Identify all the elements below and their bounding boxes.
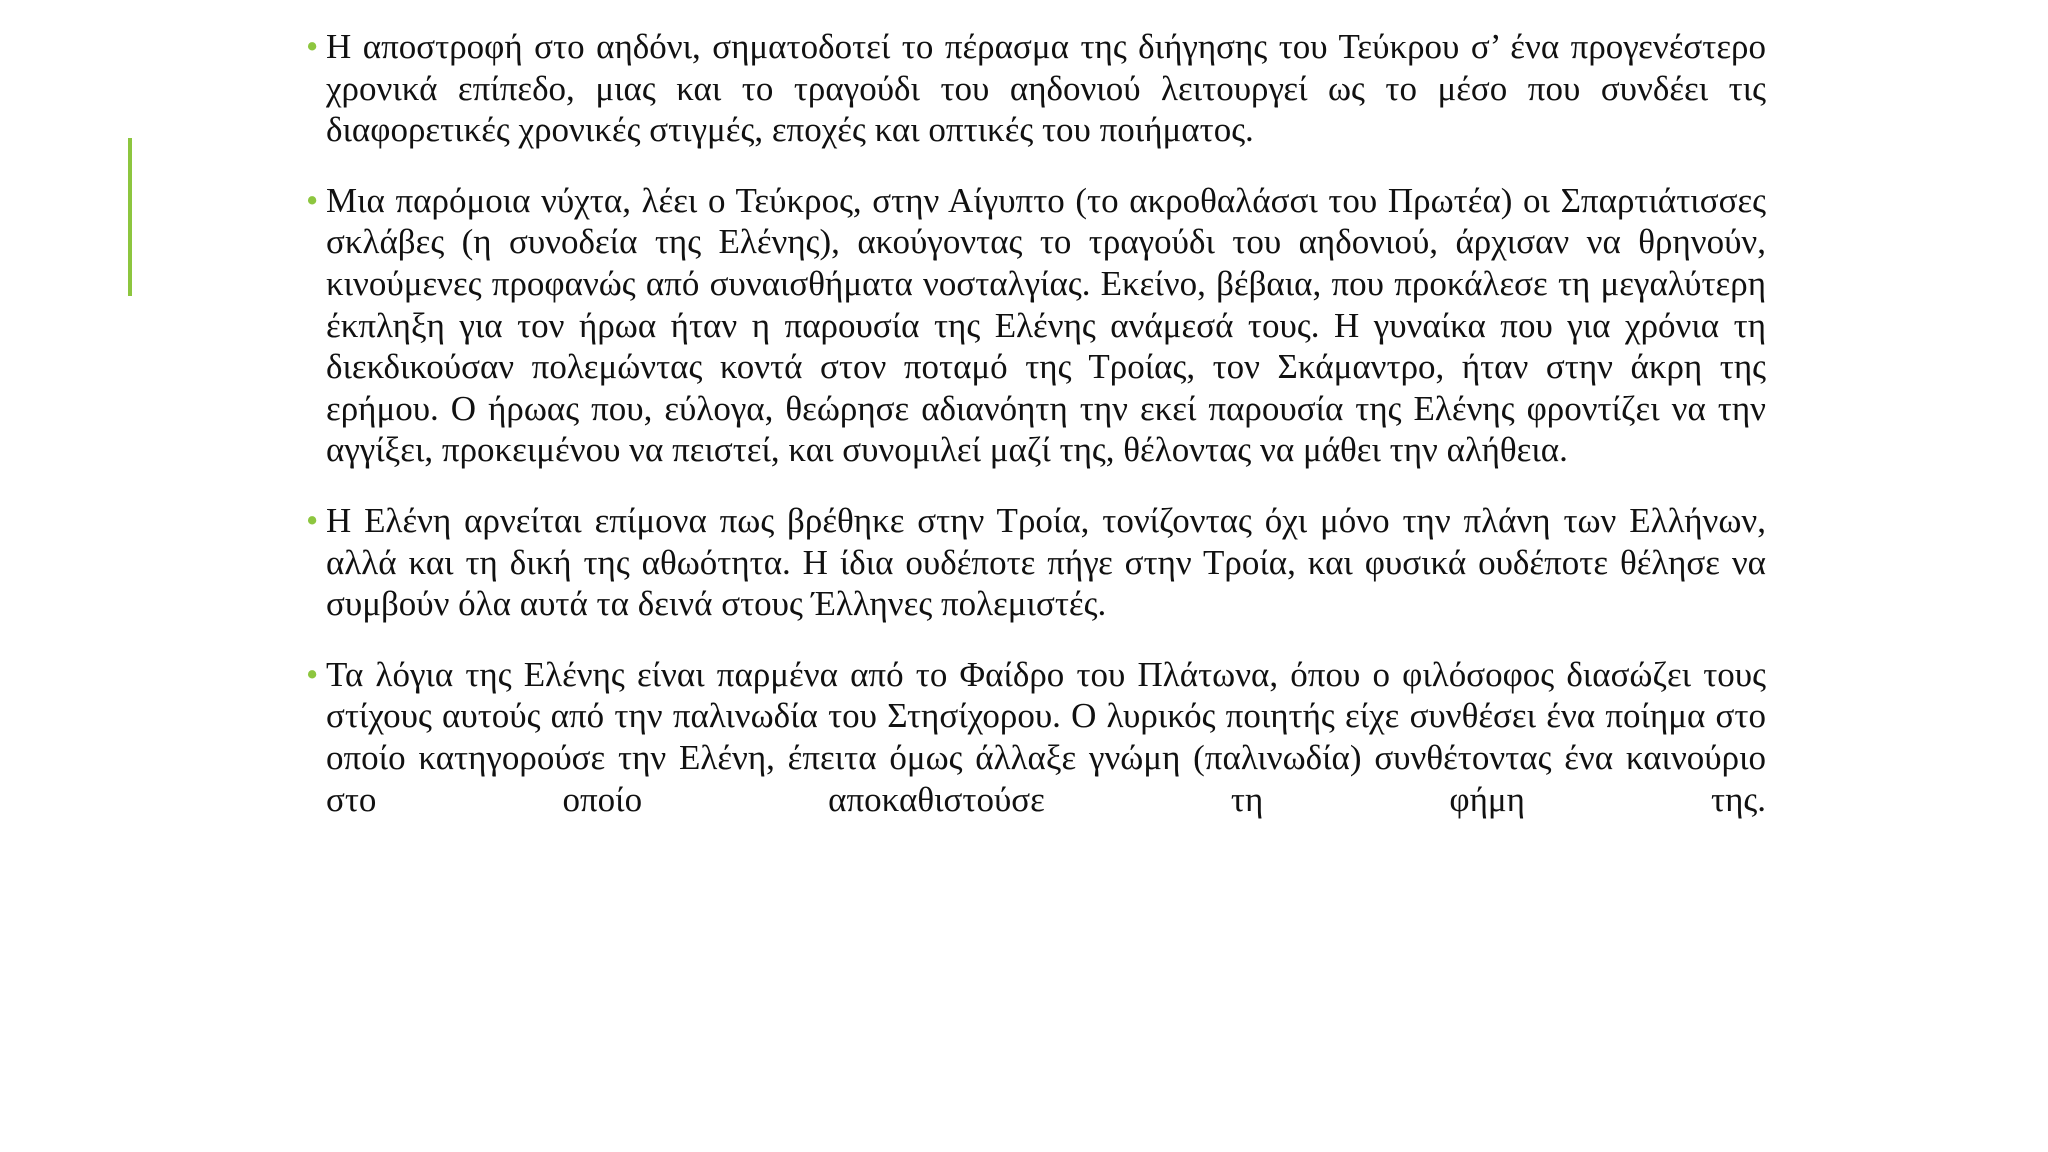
bullet-paragraph-2	[306, 180, 1766, 471]
bullet-paragraph-4	[306, 654, 1766, 820]
bullet-list	[306, 26, 1766, 849]
paragraph-text: Τα λόγια της Ελένης είναι παρμένα από το Φαίδρο του Πλάτωνα, όπου ο φιλόσοφος διασώζει τους στίχους αυτούς από την παλινωδία του Στησίχορου. Ο λυρικός ποιητής είχε συνθέσει ένα ποίημα στο οποίο κατηγορούσε την Ελένη, έπειτα όμως άλλαξε γνώμη (παλινωδία) συνθέτοντας ένα καινούριο στο οποίο αποκαθιστούσε τη φήμη της.	[326, 654, 1766, 819]
bullet-paragraph-3	[306, 500, 1766, 625]
bullet-icon: •	[306, 654, 319, 694]
paragraph-text: Μια παρόμοια νύχτα, λέει ο Τεύκρος, στην Αίγυπτο (το ακροθαλάσσι του Πρωτέα) οι Σπαρτιάτισσες σκλάβες (η συνοδεία της Ελένης), ακούγοντας το τραγούδι του αηδονιού, άρχισαν να θρηνούν, κινούμενες προφανώς από συναισθήματα νοσταλγίας. Εκείνο, βέβαια, που προκάλεσε τη μεγαλύτερη έκπληξη για τον ήρωα ήταν η παρουσία της Ελένης ανάμεσά τους. Η γυναίκα που για χρόνια τη διεκδικούσαν πολεμώντας κοντά στον ποταμό της Τροίας, τον Σκάμαντρο, ήταν στην άκρη της ερήμου. Ο ήρωας που, εύλογα, θεώρησε αδιανόητη την εκεί παρουσία της Ελένης φροντίζει να την αγγίξει, προκειμένου να πειστεί, και συνομιλεί μαζί της, θέλοντας να μάθει την αλήθεια.	[326, 180, 1766, 470]
bullet-icon: •	[306, 180, 319, 220]
bullet-paragraph-1	[306, 26, 1766, 151]
bullet-icon: •	[306, 500, 319, 540]
accent-bar	[128, 138, 132, 296]
paragraph-text: Η αποστροφή στο αηδόνι, σηματοδοτεί το πέρασμα της διήγησης του Τεύκρου σ’ ένα προγενέστερο χρονικά επίπεδο, μιας και το τραγούδι του αηδονιού λειτουργεί ως το μέσο που συνδέει τις διαφορετικές χρονικές στιγμές, εποχές και οπτικές του ποιήματος.	[326, 27, 1766, 150]
paragraph-text: Η Ελένη αρνείται επίμονα πως βρέθηκε στην Τροία, τονίζοντας όχι μόνο την πλάνη των Ελλήνων, αλλά και τη δική της αθωότητα. Η ίδια ουδέποτε πήγε στην Τροία, και φυσικά ουδέποτε θέλησε να συμβούν όλα αυτά τα δεινά στους Έλληνες πολεμιστές.	[326, 500, 1766, 624]
bullet-icon: •	[306, 27, 319, 66]
